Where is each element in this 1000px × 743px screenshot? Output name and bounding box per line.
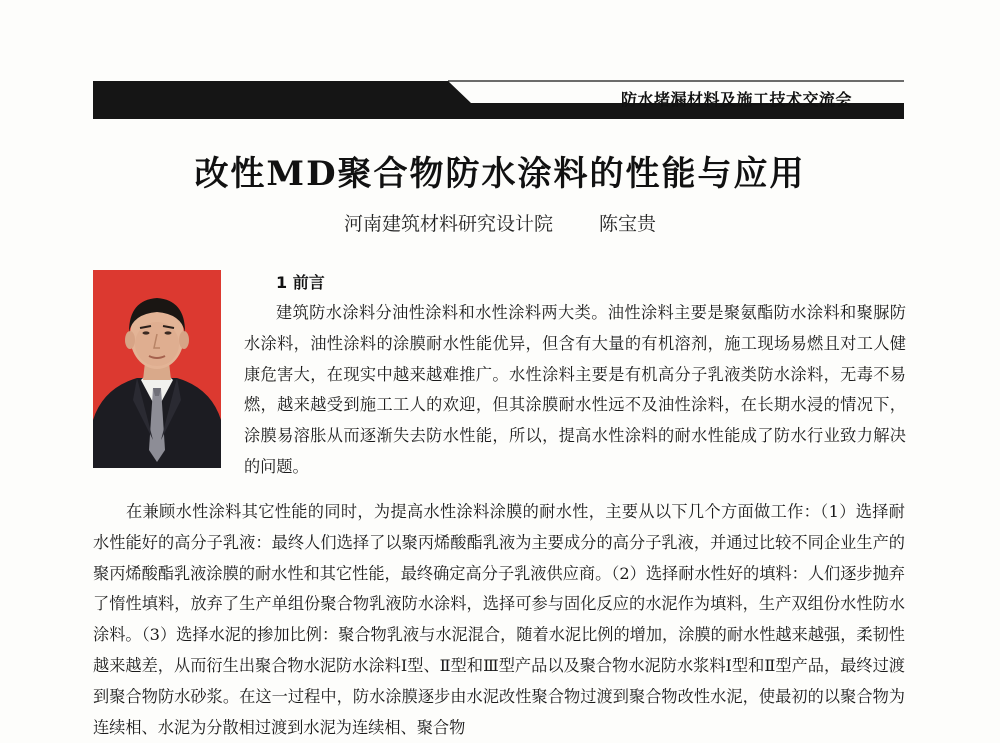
- author-name: 陈宝贵: [599, 213, 657, 235]
- article-title: 改性MD聚合物防水涂料的性能与应用: [194, 154, 806, 194]
- section-heading-introduction: 1 前言: [276, 273, 325, 292]
- author-institution: 河南建筑材料研究设计院: [343, 213, 553, 235]
- author-portrait: [93, 270, 221, 468]
- conference-name: 防水堵漏材料及施工技术交流会: [620, 90, 852, 109]
- paragraph-introduction: 建筑防水涂料分油性涂料和水性涂料两大类。油性涂料主要是聚氨酯防水涂料和聚脲防水涂料，油性涂料的涂膜耐水性能优异，但含有大量的有机溶剂，施工现场易燃且对工人健康危害大，在现实中越来越难推广。水性涂料主要是有机高分子乳液类防水涂料，无毒不易燃，越来越受到施工工人的欢迎，但其涂膜耐水性远不及油性涂料，在长期水浸的情况下，涂膜易溶胀从而逐渐失去防水性能，所以，提高水性涂料的耐水性能成了防水行业致力解决的问题。: [244, 303, 906, 476]
- author-photo: [93, 270, 221, 468]
- byline: [0, 209, 1000, 236]
- paragraph-body: 在兼顾水性涂料其它性能的同时，为提高水性涂料涂膜的耐水性，主要从以下几个方面做工作：（1）选择耐水性能好的高分子乳液：最终人们选择了以聚丙烯酸酯乳液为主要成分的高分子乳液，并通过比较不同企业生产的聚丙烯酸酯乳液涂膜的耐水性和其它性能，最终确定高分子乳液供应商。（2）选择耐水性好的填料：人们逐步抛弃了惰性填料，放弃了生产单组份聚合物乳液防水涂料，选择可参与固化反应的水泥作为填料，生产双组份水性防水涂料。（3）选择水泥的掺加比例：聚合物乳液与水泥混合，随着水泥比例的增加，涂膜的耐水性越来越强，柔韧性越来越差，从而衍生出聚合物水泥防水涂料Ⅰ型、Ⅱ型和Ⅲ型产品以及聚合物水泥防水浆料Ⅰ型和Ⅱ型产品，最终过渡到聚合物防水砂浆。在这一过程中，防水涂膜逐步由水泥改性聚合物过渡到聚合物改性水泥，使最初的以聚合物为连续相、水泥为分散相过渡到水泥为连续相、聚合物: [93, 502, 905, 737]
- journal-header-bar: [93, 79, 904, 119]
